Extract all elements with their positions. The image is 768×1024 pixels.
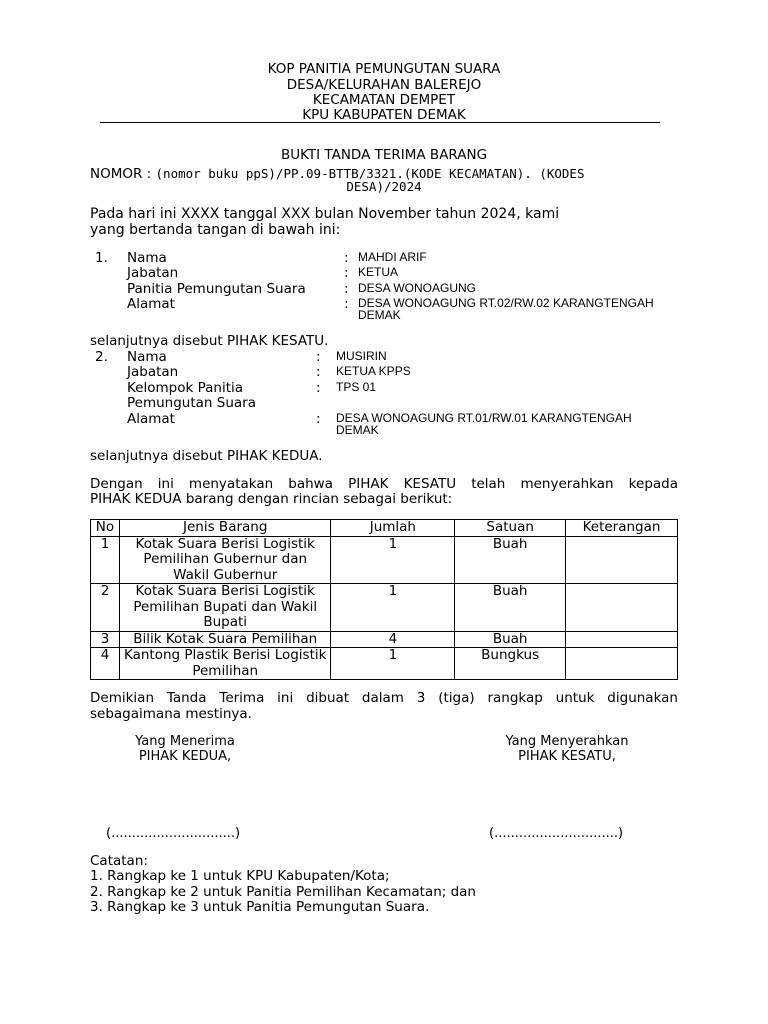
cell-keterangan bbox=[566, 648, 678, 680]
header-line-1: KOP PANITIA PEMUNGUTAN SUARA bbox=[267, 61, 501, 77]
cell-jumlah: 1 bbox=[331, 584, 455, 632]
header-jumlah: Jumlah bbox=[331, 520, 455, 537]
table-row bbox=[91, 584, 678, 632]
party2-value-alamat: DESA WONOAGUNG RT.01/RW.01 KARANGTENGAH bbox=[336, 411, 632, 425]
signature-right-party: PIHAK KESATU, bbox=[518, 749, 616, 764]
party2-label-kelompok: Kelompok Panitia bbox=[127, 380, 244, 396]
cell-no: 2 bbox=[91, 584, 120, 632]
party2-value-nama: MUSIRIN bbox=[336, 349, 387, 363]
party2-suffix: selanjutnya disebut PIHAK KEDUA. bbox=[90, 448, 323, 464]
cell-jenis bbox=[119, 536, 331, 584]
party1-colon-4: : bbox=[344, 296, 349, 312]
party2-value-tps: TPS 01 bbox=[336, 380, 377, 394]
signature-right-blank: (..............................) bbox=[489, 826, 624, 841]
cell-jenis-line: Pemilihan Bupati dan Wakil bbox=[133, 598, 318, 615]
party1-value-jabatan: KETUA bbox=[358, 265, 399, 279]
party1-value-alamat-cont: DEMAK bbox=[358, 308, 401, 322]
cell-jenis bbox=[119, 584, 331, 632]
cell-satuan: Bungkus bbox=[455, 648, 566, 680]
cell-keterangan bbox=[566, 536, 678, 584]
header-line-3: KECAMATAN DEMPET bbox=[312, 92, 456, 108]
cell-jenis-line: Kotak Suara Berisi Logistik bbox=[135, 583, 315, 599]
cell-keterangan bbox=[566, 584, 678, 632]
party2-value-jabatan: KETUA KPPS bbox=[336, 364, 411, 378]
header-jenis-barang: Jenis Barang bbox=[119, 520, 331, 537]
signature-left-blank: (..............................) bbox=[106, 826, 241, 841]
cell-jumlah: 4 bbox=[331, 631, 455, 648]
cell-jenis bbox=[119, 648, 331, 680]
party1-suffix: selanjutnya disebut PIHAK KESATU. bbox=[90, 333, 329, 349]
cell-jenis-line: Bupati bbox=[203, 614, 248, 630]
closing-line-2: sebagaimana mestinya. bbox=[90, 706, 252, 722]
cell-jenis bbox=[119, 631, 331, 648]
cell-jenis-line: Pemilihan Gubernur dan bbox=[143, 551, 308, 567]
cell-jenis-line: Bilik Kotak Suara Pemilihan bbox=[133, 630, 318, 647]
party1-label-panitia: Panitia Pemungutan Suara bbox=[127, 281, 306, 297]
party1-value-panitia: DESA WONOAGUNG bbox=[358, 281, 477, 295]
signature-left-role: Yang Menerima bbox=[135, 734, 235, 749]
closing-line-1: Demikian Tanda Terima ini dibuat dalam 3 (tiga) rangkap untuk digunakan bbox=[90, 690, 678, 706]
party2-value-alamat-cont: DEMAK bbox=[336, 423, 379, 437]
party1-label-jabatan: Jabatan bbox=[127, 265, 179, 281]
cell-jumlah: 1 bbox=[331, 648, 455, 680]
cell-satuan: Buah bbox=[455, 631, 566, 648]
cell-jenis-line: Wakil Gubernur bbox=[173, 566, 278, 583]
party1-label-nama: Nama bbox=[127, 250, 167, 266]
party1-label-alamat: Alamat bbox=[127, 296, 175, 312]
items-table bbox=[90, 519, 678, 680]
statement-line-2: PIHAK KEDUA barang dengan rincian sebagai berikut: bbox=[90, 491, 453, 507]
cell-jenis-line: Kotak Suara Berisi Logistik bbox=[135, 535, 315, 552]
notes-item: 2. Rangkap ke 2 untuk Panitia Pemilihan Kecamatan; dan bbox=[90, 884, 476, 900]
party1-colon-1: : bbox=[344, 250, 349, 266]
notes-item: 1. Rangkap ke 1 untuk KPU Kabupaten/Kota; bbox=[90, 868, 390, 884]
party2-colon-4: : bbox=[316, 411, 321, 427]
nomor-label: NOMOR : bbox=[90, 166, 156, 182]
header-divider bbox=[100, 122, 660, 123]
table-row bbox=[91, 648, 678, 680]
document-title: BUKTI TANDA TERIMA BARANG bbox=[280, 147, 488, 163]
table-row bbox=[91, 536, 678, 584]
party1-number: 1. bbox=[95, 250, 108, 266]
cell-keterangan bbox=[566, 631, 678, 648]
cell-satuan: Buah bbox=[455, 536, 566, 584]
notes-item: 3. Rangkap ke 3 untuk Panitia Pemungutan Suara. bbox=[90, 899, 430, 915]
party2-label-jabatan: Jabatan bbox=[127, 364, 179, 380]
cell-jenis-line: Pemilihan bbox=[192, 662, 259, 679]
party2-label-alamat: Alamat bbox=[127, 411, 175, 427]
header-keterangan: Keterangan bbox=[566, 520, 678, 537]
notes-title: Catatan: bbox=[90, 853, 148, 869]
cell-no: 3 bbox=[91, 631, 120, 648]
party2-number: 2. bbox=[95, 349, 108, 365]
signature-right-role: Yang Menyerahkan bbox=[505, 734, 629, 749]
cell-satuan: Buah bbox=[455, 584, 566, 632]
header-line-4: KPU KABUPATEN DEMAK bbox=[302, 107, 466, 123]
table-header-row bbox=[91, 520, 678, 537]
cell-no: 1 bbox=[91, 536, 120, 584]
party2-colon-2: : bbox=[316, 364, 321, 380]
party2-label-nama: Nama bbox=[127, 349, 167, 365]
party2-label-kelompok-cont: Pemungutan Suara bbox=[127, 395, 256, 411]
signature-left-party: PIHAK KEDUA, bbox=[138, 749, 232, 764]
header-satuan: Satuan bbox=[455, 520, 566, 537]
party1-colon-3: : bbox=[344, 281, 349, 297]
header-no: No bbox=[91, 520, 120, 537]
party1-colon-2: : bbox=[344, 265, 349, 281]
table-row bbox=[91, 631, 678, 648]
statement-line-1: Dengan ini menyatakan bahwa PIHAK KESATU telah menyerahkan kepada bbox=[90, 476, 678, 492]
cell-no: 4 bbox=[91, 648, 120, 680]
party2-colon-1: : bbox=[316, 349, 321, 365]
intro-line-2: yang bertanda tangan di bawah ini: bbox=[90, 222, 341, 238]
party1-value-alamat: DESA WONOAGUNG RT.02/RW.02 KARANGTENGAH bbox=[358, 296, 654, 310]
party2-colon-3: : bbox=[316, 380, 321, 396]
party1-value-nama: MAHDI ARIF bbox=[358, 250, 427, 264]
cell-jumlah: 1 bbox=[331, 536, 455, 584]
header-line-2: DESA/KELURAHAN BALEREJO bbox=[286, 77, 482, 93]
cell-jenis-line: Kantong Plastik Berisi Logistik bbox=[123, 647, 327, 663]
nomor-value-cont: DESA)/2024 bbox=[346, 179, 422, 194]
intro-line-1: Pada hari ini XXXX tanggal XXX bulan November tahun 2024, kami bbox=[90, 206, 560, 222]
nomor-value: (nomor buku ppS)/PP.09-BTTB/3321.(KODE KECAMATAN). (KODES bbox=[155, 166, 585, 181]
